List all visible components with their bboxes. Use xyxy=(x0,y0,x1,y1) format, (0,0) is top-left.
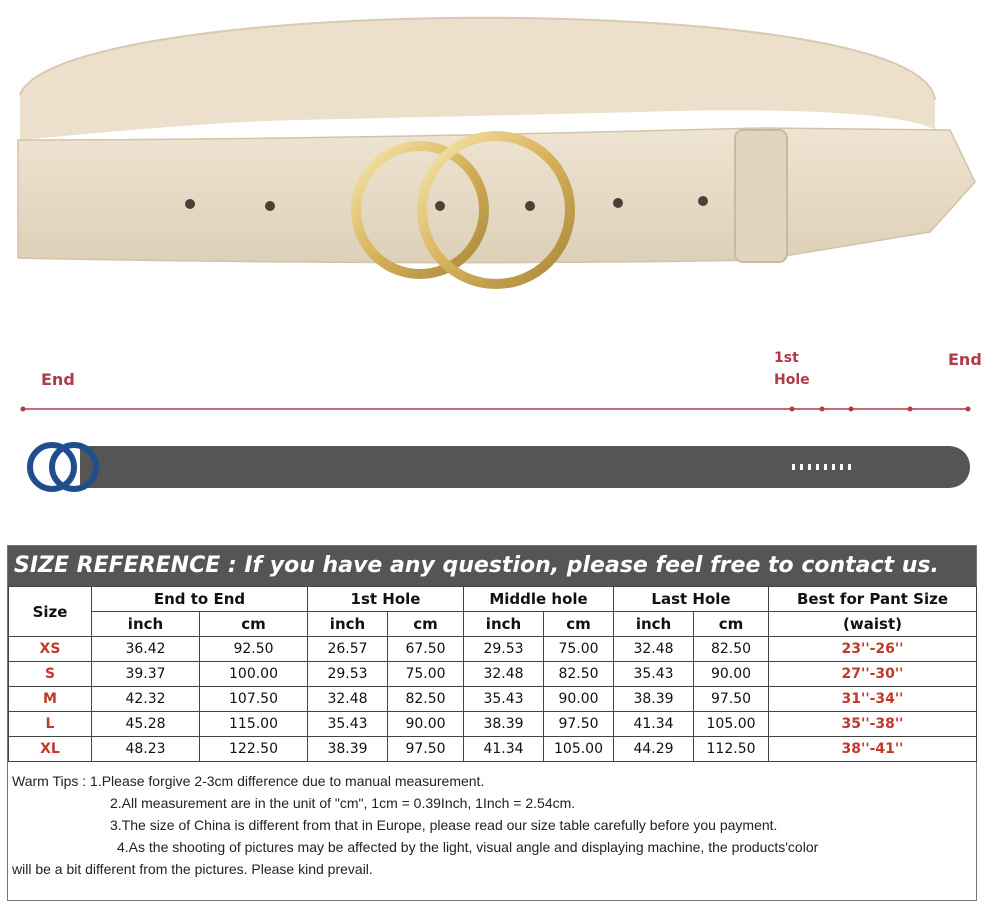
waist-cell: 35''-38'' xyxy=(769,712,977,737)
unit-inch: inch xyxy=(308,612,388,637)
unit-cm: cm xyxy=(200,612,308,637)
waist-cell: 38''-41'' xyxy=(769,737,977,762)
size-cell: M xyxy=(9,687,92,712)
right-end-label: End xyxy=(948,350,982,369)
measure-dot xyxy=(21,407,26,412)
measurement-cell: 75.00 xyxy=(544,637,614,662)
first-hole-label-1: 1st xyxy=(774,350,799,366)
table-row xyxy=(9,712,977,737)
measurement-cell: 97.50 xyxy=(544,712,614,737)
size-cell: S xyxy=(9,662,92,687)
belt-hole xyxy=(613,198,623,208)
header-middle-hole: Middle hole xyxy=(464,587,614,612)
measurement-cell: 115.00 xyxy=(200,712,308,737)
measurement-cell: 29.53 xyxy=(464,637,544,662)
waist-cell: 27''-30'' xyxy=(769,662,977,687)
measurement-cell: 92.50 xyxy=(200,637,308,662)
unit-inch: inch xyxy=(464,612,544,637)
measurement-cell: 45.28 xyxy=(92,712,200,737)
measurement-cell: 82.50 xyxy=(694,637,769,662)
table-row xyxy=(9,687,977,712)
header-last-hole: Last Hole xyxy=(614,587,769,612)
size-reference xyxy=(7,545,977,901)
measure-dot xyxy=(966,407,971,412)
measurement-cell: 32.48 xyxy=(464,662,544,687)
unit-cm: cm xyxy=(694,612,769,637)
unit-cm: cm xyxy=(544,612,614,637)
measure-dot xyxy=(908,407,913,412)
measurement-cell: 90.00 xyxy=(544,687,614,712)
unit-cm: cm xyxy=(388,612,464,637)
measurement-cell: 107.50 xyxy=(200,687,308,712)
table-row xyxy=(9,637,977,662)
header-waist: (waist) xyxy=(769,612,977,637)
unit-inch: inch xyxy=(92,612,200,637)
tip-1: Warm Tips : 1.Please forgive 2-3cm difference due to manual measurement. xyxy=(12,773,485,789)
measurement-cell: 97.50 xyxy=(694,687,769,712)
belt-hole xyxy=(265,201,275,211)
size-cell: XS xyxy=(9,637,92,662)
measurement-cell: 112.50 xyxy=(694,737,769,762)
diagram-graphic xyxy=(0,340,1001,500)
measurement-cell: 26.57 xyxy=(308,637,388,662)
header-end-to-end: End to End xyxy=(92,587,308,612)
belt-hole xyxy=(435,201,445,211)
measure-dot xyxy=(820,407,825,412)
left-end-label: End xyxy=(41,370,75,389)
unit-inch: inch xyxy=(614,612,694,637)
belt-hole xyxy=(698,196,708,206)
size-cell: XL xyxy=(9,737,92,762)
measurement-cell: 38.39 xyxy=(614,687,694,712)
measurement-cell: 48.23 xyxy=(92,737,200,762)
measurement-cell: 82.50 xyxy=(544,662,614,687)
diagram-belt xyxy=(80,446,970,488)
table-row xyxy=(9,662,977,687)
header-size: Size xyxy=(9,587,92,637)
measurement-cell: 32.48 xyxy=(308,687,388,712)
header-best-pant-size: Best for Pant Size xyxy=(769,587,977,612)
size-cell: L xyxy=(9,712,92,737)
tip-4: 4.As the shooting of pictures may be affected by the light, visual angle and displaying machine, the products'color xyxy=(117,839,819,855)
measurement-cell: 32.48 xyxy=(614,637,694,662)
measurement-cell: 97.50 xyxy=(388,737,464,762)
measurement-cell: 38.39 xyxy=(464,712,544,737)
measurement-cell: 44.29 xyxy=(614,737,694,762)
measurement-cell: 41.34 xyxy=(614,712,694,737)
measurement-cell: 90.00 xyxy=(388,712,464,737)
warm-tips xyxy=(8,762,976,880)
measurement-cell: 35.43 xyxy=(614,662,694,687)
table-row xyxy=(9,737,977,762)
measurement-cell: 75.00 xyxy=(388,662,464,687)
tip-2: 2.All measurement are in the unit of "cm", 1cm = 0.39Inch, 1Inch = 2.54cm. xyxy=(110,795,576,811)
measurement-cell: 36.42 xyxy=(92,637,200,662)
measurement-cell: 42.32 xyxy=(92,687,200,712)
measure-dot xyxy=(790,407,795,412)
measure-dot xyxy=(849,407,854,412)
waist-cell: 31''-34'' xyxy=(769,687,977,712)
measurement-cell: 29.53 xyxy=(308,662,388,687)
belt-hole xyxy=(525,201,535,211)
measurement-cell: 41.34 xyxy=(464,737,544,762)
tip-5: will be a bit different from the pictures. Please kind prevail. xyxy=(12,861,373,877)
measurement-cell: 35.43 xyxy=(464,687,544,712)
belt-hole xyxy=(185,199,195,209)
belt-diagram xyxy=(0,340,1001,500)
size-table xyxy=(8,586,977,762)
header-first-hole: 1st Hole xyxy=(308,587,464,612)
measurement-cell: 90.00 xyxy=(694,662,769,687)
measurement-cell: 35.43 xyxy=(308,712,388,737)
measurement-cell: 38.39 xyxy=(308,737,388,762)
measurement-cell: 105.00 xyxy=(544,737,614,762)
waist-cell: 23''-26'' xyxy=(769,637,977,662)
measurement-cell: 82.50 xyxy=(388,687,464,712)
first-hole-label-2: Hole xyxy=(774,372,810,388)
measurement-cell: 39.37 xyxy=(92,662,200,687)
belt-photo xyxy=(0,0,1001,310)
measurement-cell: 100.00 xyxy=(200,662,308,687)
measurement-cell: 105.00 xyxy=(694,712,769,737)
measurement-cell: 122.50 xyxy=(200,737,308,762)
size-reference-banner: SIZE REFERENCE : If you have any question, please feel free to contact us. xyxy=(8,546,976,586)
measurement-cell: 67.50 xyxy=(388,637,464,662)
tip-3: 3.The size of China is different from that in Europe, please read our size table carefully before you payment. xyxy=(110,817,778,833)
